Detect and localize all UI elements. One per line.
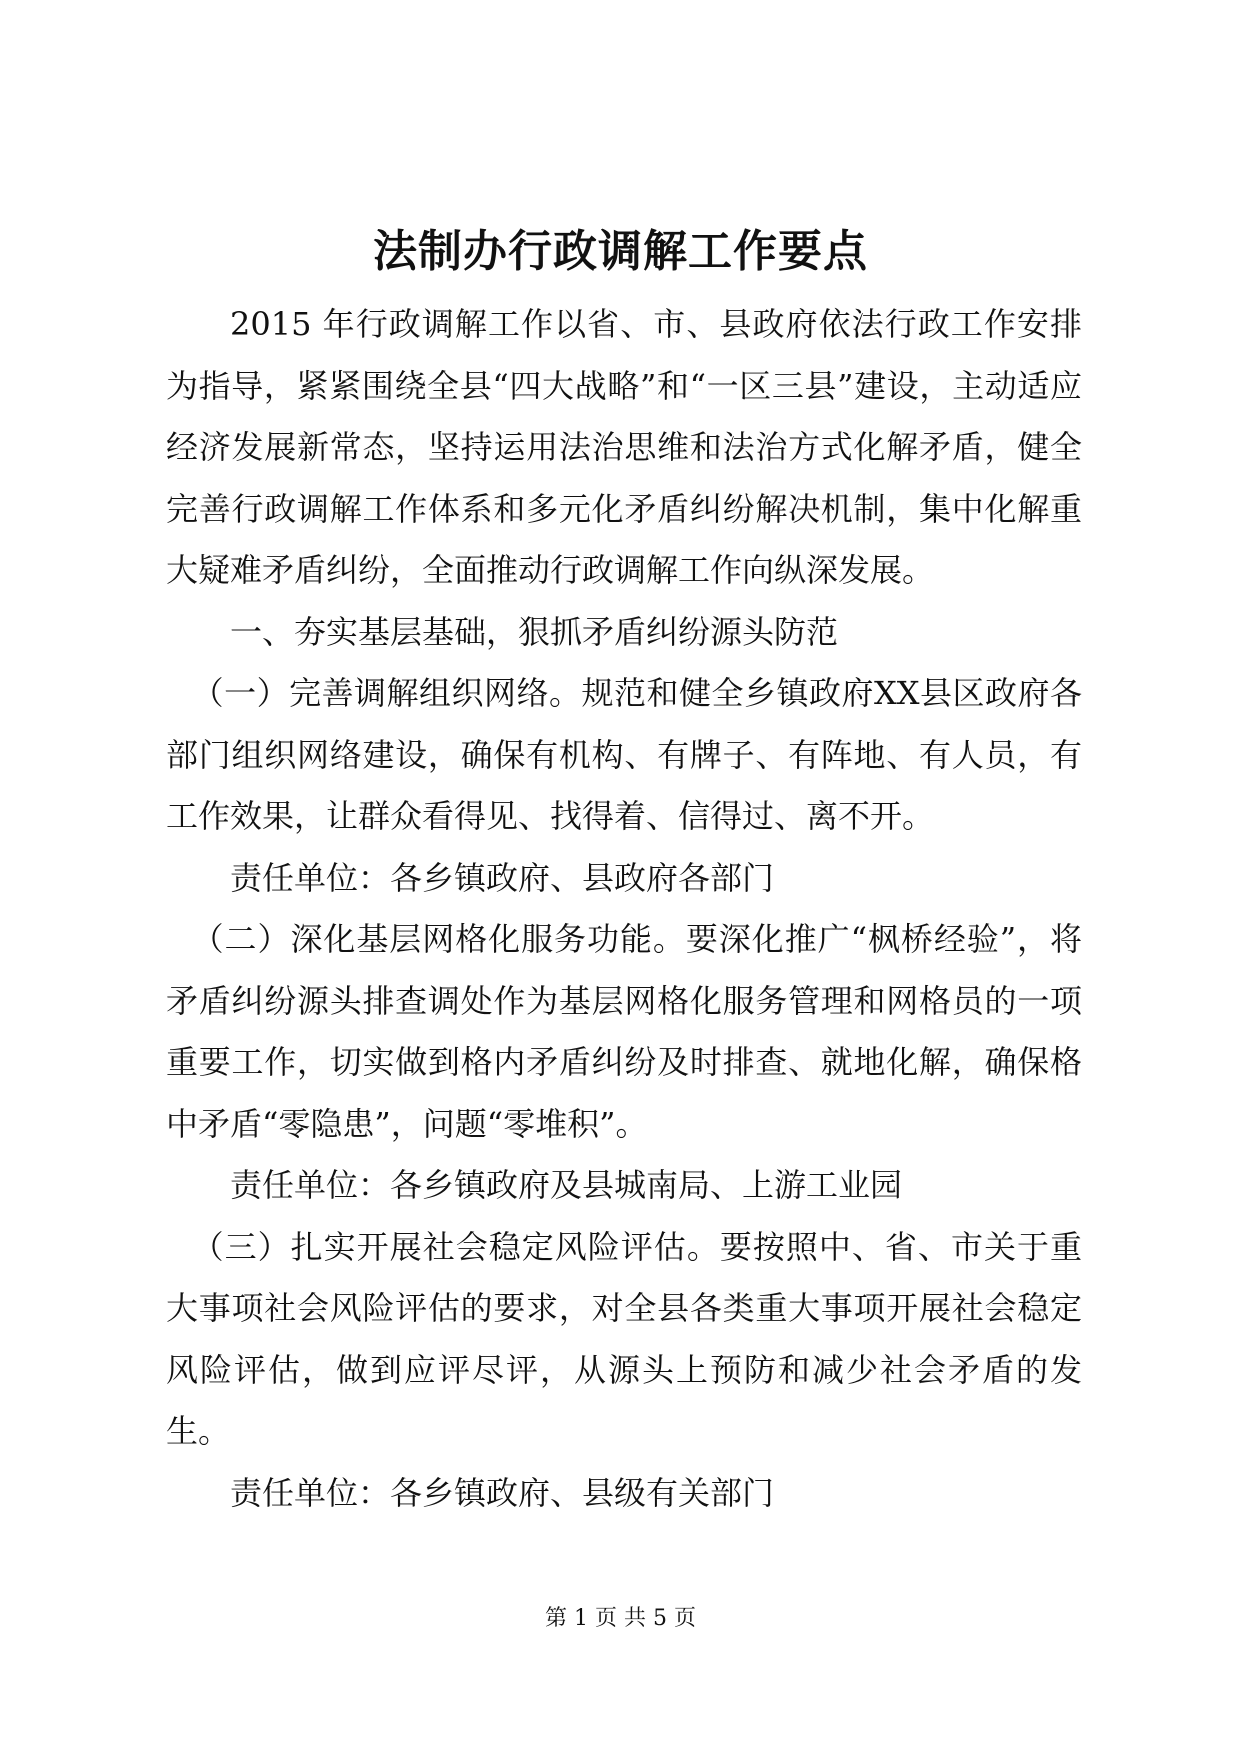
responsible-unit-3: 责任单位：各乡镇政府、县级有关部门	[230, 1473, 775, 1512]
section-heading-1: 一、夯实基层基础，狠抓矛盾纠纷源头防范	[230, 612, 839, 651]
responsible-unit-1: 责任单位：各乡镇政府、县政府各部门	[230, 858, 775, 897]
page-footer: 第 1 页 共 5 页	[545, 1606, 696, 1631]
item-1-paragraph: （一）完善调解组织网络。规范和健全乡镇政府XX县区政府各部门组织网络建设，确保有机构、有牌子、有阵地、有人员，有工作效果，让群众看得见、找得着、信得过、离不开。	[166, 674, 1082, 835]
responsible-unit-2: 责任单位：各乡镇政府及县城南局、上游工业园	[230, 1166, 903, 1204]
document-title: 法制办行政调解工作要点	[373, 226, 868, 277]
item-3-paragraph: （三）扎实开展社会稳定风险评估。要按照中、省、市关于重大事项社会风险评估的要求，对全县各类重大事项开展社会稳定风险评估，做到应评尽评，从源头上预防和减少社会矛盾的发生。	[166, 1227, 1082, 1450]
item-2-paragraph: （二）深化基层网格化服务功能。要深化推广“枫桥经验”，将矛盾纠纷源头排查调处作为基层网格化服务管理和网格员的一项重要工作，切实做到格内矛盾纠纷及时排查、就地化解，确保格中矛盾“零隐患”，问题“零堆积”。	[166, 920, 1082, 1143]
intro-paragraph: 2015 年行政调解工作以省、市、县政府依法行政工作安排为指导，紧紧围绕全县“四大战略”和“一区三县”建设，主动适应经济发展新常态，坚持运用法治思维和法治方式化解矛盾，健全完善行政调解工作体系和多元化矛盾纠纷解决机制，集中化解重大疑难矛盾纠纷，全面推动行政调解工作向纵深发展。	[166, 305, 1082, 589]
document-body	[166, 294, 1082, 1524]
